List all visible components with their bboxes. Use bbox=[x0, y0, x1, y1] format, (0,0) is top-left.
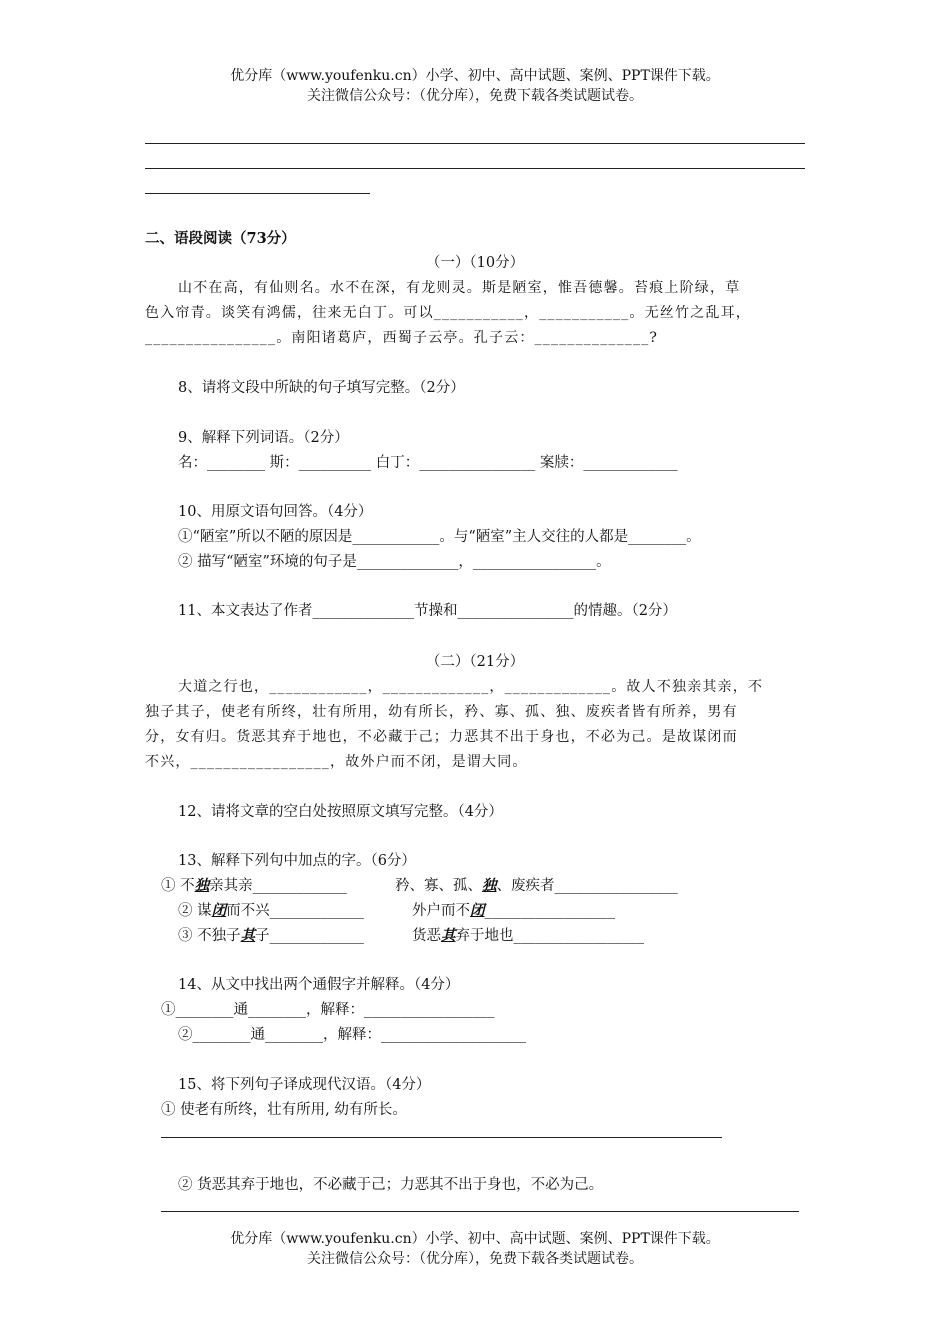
passage-line: 不兴，_________________，故外户而不闭，是谓大同。 bbox=[145, 754, 528, 770]
footer-line-1: 优分库（www.youfenku.cn）小学、初中、高中试题、案例、PPT课件下载。 bbox=[230, 1231, 720, 1247]
passage-line: 分，女有归。货恶其弃于地也，不必藏于己；力恶其不出于身也，不必为己。是故谋闭而 bbox=[145, 729, 738, 745]
passage-line: 独子其子，使老有所终，壮有所用，幼有所长，矜、寡、孤、独、废疾者皆有所养，男有 bbox=[145, 704, 738, 720]
question-9: 9、解释下列词语。（2分） bbox=[178, 430, 349, 446]
question-13-row-1: ① 不独亲其亲_____________ bbox=[161, 877, 347, 894]
answer-line bbox=[145, 193, 370, 194]
answer-line bbox=[161, 1137, 722, 1138]
part2-heading: （二）（21分） bbox=[425, 654, 525, 670]
question-11: 11、本文表达了作者______________节操和________________的情趣。（2分） bbox=[178, 603, 677, 619]
question-13-row-3: ③ 不独子其子_____________ bbox=[178, 927, 364, 944]
footer-line-2: 关注微信公众号：（优分库），免费下载各类试题试卷。 bbox=[307, 1251, 643, 1267]
dotted-char: 闭 bbox=[470, 902, 485, 919]
question-8: 8、请将文段中所缺的句子填写完整。（2分） bbox=[178, 380, 465, 396]
header-line-2: 关注微信公众号：（优分库），免费下载各类试题试卷。 bbox=[307, 88, 643, 104]
question-10-b: ② 描写“陋室”环境的句子是______________，_________________。 bbox=[178, 554, 611, 570]
question-12: 12、请将文章的空白处按照原文填写完整。（4分） bbox=[178, 804, 503, 820]
question-14: 14、从文中找出两个通假字并解释。（4分） bbox=[178, 977, 460, 993]
question-14-b: ②________通________，解释：____________________ bbox=[178, 1027, 526, 1043]
passage-line: 大道之行也，____________，_____________，_____________。故人不独亲其亲，不 bbox=[178, 679, 764, 695]
question-15: 15、将下列句子译成现代汉语。（4分） bbox=[178, 1077, 431, 1093]
question-13-row-3-b: 货恶其弃于地也__________________ bbox=[412, 927, 644, 944]
question-14-a: ①________通________，解释：__________________ bbox=[161, 1002, 495, 1018]
passage-line: ________________。南阳诸葛庐，西蜀子云亭。孔子云：______________? bbox=[145, 330, 659, 346]
question-15-b: ② 货恶其弃于地也，不必藏于己；力恶其不出于身也，不必为己。 bbox=[178, 1177, 604, 1193]
question-9-items: 名：________ 斯：__________ 白丁：________________ 案牍：_____________ bbox=[178, 455, 678, 471]
passage-line: 色入帘青。谈笑有鸿儒，往来无白丁。可以___________，___________。无丝竹之乱耳， bbox=[145, 305, 751, 321]
answer-line bbox=[161, 1211, 799, 1212]
dotted-char: 独 bbox=[194, 877, 210, 894]
header-line-1: 优分库（www.youfenku.cn）小学、初中、高中试题、案例、PPT课件下载。 bbox=[230, 68, 720, 84]
question-15-a: ① 使老有所终，壮有所用, 幼有所长。 bbox=[161, 1102, 407, 1118]
dotted-char: 独 bbox=[482, 877, 497, 894]
dotted-char: 其 bbox=[441, 927, 456, 944]
part1-heading: （一）（10分） bbox=[425, 255, 525, 271]
answer-line bbox=[145, 168, 805, 169]
question-10-a: ①“陋室”所以不陋的原因是____________。与“陋室”主人交往的人都是________。 bbox=[178, 529, 701, 545]
question-10: 10、用原文语句回答。（4分） bbox=[178, 504, 373, 520]
dotted-char: 闭 bbox=[211, 902, 227, 919]
section-title: 二、语段阅读（73分） bbox=[145, 230, 296, 247]
question-13-row-1-b: 矜、寡、孤、独、废疾者_________________ bbox=[395, 877, 678, 894]
answer-line bbox=[145, 143, 805, 144]
question-13-row-2: ② 谋闭而不兴_____________ bbox=[178, 902, 364, 919]
question-13-row-2-b: 外户而不闭__________________ bbox=[412, 902, 615, 919]
dotted-char: 其 bbox=[240, 927, 256, 944]
passage-line: 山不在高，有仙则名。水不在深，有龙则灵。斯是陋室，惟吾德馨。苔痕上阶绿，草 bbox=[178, 280, 741, 296]
question-13: 13、解释下列句中加点的字。（6分） bbox=[178, 853, 416, 869]
